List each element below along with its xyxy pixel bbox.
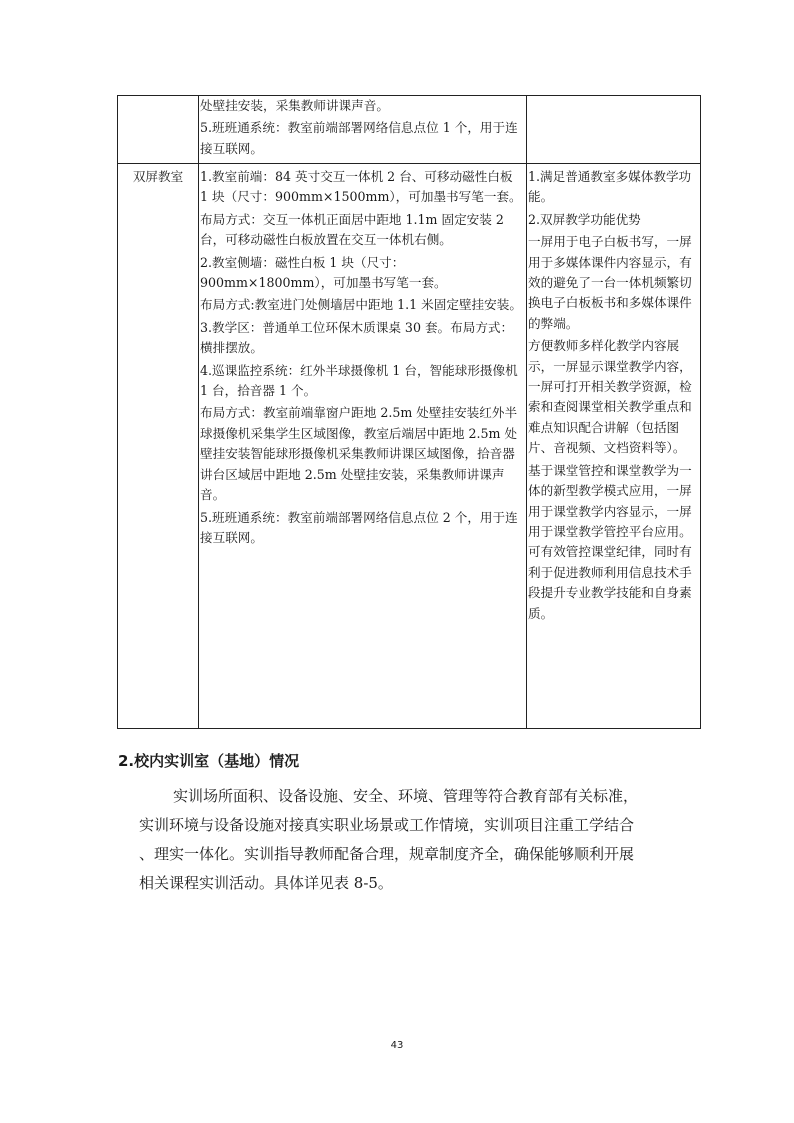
desc-paragraph: 布局方式：交互一体机正面居中距地 1.1m 固定安装 2 台，可移动磁性白板放置在交互一体机右侧。 <box>200 211 504 248</box>
table-cell-room-name: 双屏教室 <box>132 169 184 184</box>
desc-paragraph: 1.教室前端：84 英寸交互一体机 2 台、可移动磁性白板 1 块（尺寸：900mm×1500mm），可加墨书写笔一套。 <box>200 169 522 205</box>
row-divider <box>118 163 700 164</box>
paragraph-line: 实训场所面积、设备设施、安全、环境、管理等符合教育部有关标准， <box>173 787 639 805</box>
desc-paragraph: 5.班班通系统：教室前端部署网络信息点位 2 个，用于连接互联网。 <box>200 509 518 545</box>
desc-paragraph: 3.教学区：普通单工位环保木质课桌 30 套。布局方式：横排摆放。 <box>200 319 514 356</box>
desc-paragraph: 4.巡课监控系统：红外半球摄像机 1 台，智能球形摄像机 1 台，拾音器 1 个。 <box>200 362 518 399</box>
advantage-paragraph: 1.满足普通教室多媒体教学功能。 <box>528 169 692 205</box>
advantage-paragraph: 基于课堂管控和课堂教学为一体的新型教学模式应用，一屏用于课堂教学内容显示，一屏用于课堂教学管控平台应用。可有效管控课堂纪律，同时有利于促进教师利用信息技术手段提升专业教学技能和自身素质。 <box>528 462 692 621</box>
column-divider <box>198 96 199 728</box>
table-cell-equipment-desc <box>200 167 524 550</box>
advantage-paragraph: 方便教师多样化教学内容展示，一屏显示课堂教学内容，一屏可打开相关教学资源，检索和查阅课堂相关教学重点和难点知识配合讲解（包括图片、音视频、文档资料等）。 <box>528 338 692 456</box>
section-heading: 2.校内实训室（基地）情况 <box>118 752 300 770</box>
desc-paragraph: 处壁挂安装，采集教师讲课声音。 <box>200 98 389 113</box>
paragraph-line: 相关课程实训活动。具体详见表 8-5。 <box>139 874 393 892</box>
desc-paragraph: 布局方式:教室进门处侧墙居中距地 1.1 米固定壁挂安装。 <box>200 297 522 313</box>
page-number: 43 <box>390 1040 404 1051</box>
desc-paragraph: 2.教室侧墙：磁性白板 1 块（尺寸：900mm×1800mm），可加墨书写笔一套。 <box>200 254 447 291</box>
paragraph-line: 实训环境与设备设施对接真实职业场景或工作情境，实训项目注重工学结合 <box>139 816 635 834</box>
column-divider <box>526 96 527 728</box>
table-cell-advantages <box>528 167 700 626</box>
desc-paragraph: 5.班班通系统：教室前端部署网络信息点位 1 个，用于连接互联网。 <box>200 120 518 156</box>
section-paragraph <box>139 782 679 898</box>
equipment-table <box>117 95 701 729</box>
paragraph-line: 、理实一体化。实训指导教师配备合理，规章制度齐全，确保能够顺利开展 <box>139 845 635 863</box>
table-cell-equipment-desc <box>200 96 524 161</box>
advantage-paragraph: 一屏用于电子白板书写，一屏用于多媒体课件内容显示，有效的避免了一台一体机频繁切换电子白板板书和多媒体课件的弊端。 <box>528 234 692 331</box>
advantage-paragraph: 2.双屏教学功能优势 <box>528 211 641 227</box>
desc-paragraph: 布局方式：教室前端靠窗户距地 2.5m 处壁挂安装红外半球摄像机采集学生区域图像，教室后端居中距地 2.5m 处壁挂安装智能球形摄像机采集教师讲课区域图像，拾音器讲台区域居中距地 2.5m 处壁挂安装，采集教师讲课声音。 <box>200 405 518 503</box>
